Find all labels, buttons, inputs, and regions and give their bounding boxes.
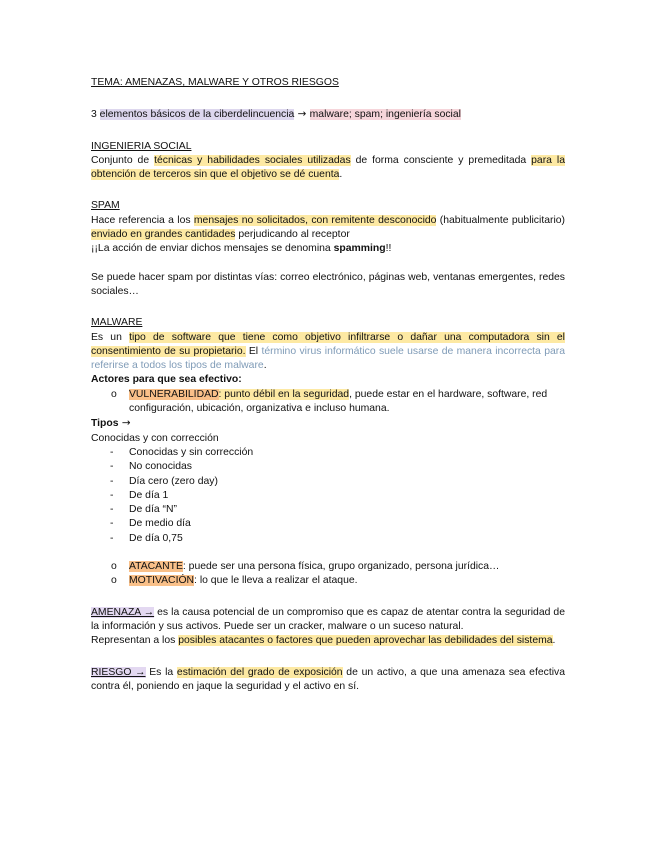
dash-marker: - [110, 532, 114, 544]
amenaza-paragraph [91, 606, 565, 635]
list-item [91, 475, 565, 489]
heading-ingenieria: INGENIERIA SOCIAL [91, 140, 192, 152]
ingenieria-text-2: de forma consciente y premeditada [350, 154, 532, 166]
amenaza-highlight: posibles atacantes o factores que pueden aprovechar las debilidades del sistema [178, 635, 553, 647]
bullet-marker: o [111, 561, 117, 573]
spam-text-3: perjudicando al receptor [235, 229, 350, 241]
list-item-vulnerabilidad [91, 388, 565, 417]
atacante-text: : puede ser una persona física, grupo organizado, persona jurídica… [182, 561, 500, 573]
ingenieria-highlight-1: técnicas y habilidades sociales utilizadas [154, 154, 351, 166]
motivacion-text: : lo que le lleva a realizar el ataque. [194, 575, 358, 587]
riesgo-label: RIESGO → [91, 666, 146, 678]
intro-lead: 3 [91, 109, 100, 121]
tipos-heading [91, 416, 565, 431]
heading-spam: SPAM [91, 200, 120, 212]
tipo-label: De medio día [129, 518, 191, 530]
spam-note-end: !! [385, 243, 392, 255]
dash-marker: - [110, 518, 114, 530]
spam-paragraph [91, 214, 565, 243]
list-item [91, 446, 565, 460]
list-item-motivacion [91, 574, 565, 588]
tipo-label: No conocidas [129, 461, 192, 473]
dash-marker: - [110, 475, 114, 487]
tipos-list [91, 446, 565, 546]
dash-marker: - [110, 489, 114, 501]
riesgo-text-2: de un activo, a que una amenaza sea efectiva contra él, poniendo en jaque la seguridad y el activo en sí. [91, 666, 565, 692]
amenaza-paragraph-2 [91, 634, 565, 648]
dash-marker: - [110, 504, 114, 516]
motivacion-label: MOTIVACIÓN [129, 575, 195, 587]
tipo-label: De día “N” [129, 504, 177, 516]
ingenieria-highlight-2: para la obtención de terceros sin que el objetivo se dé cuenta [91, 154, 565, 181]
spam-highlight-1: mensajes no solicitados, con remitente desconocido [193, 214, 437, 226]
tipo-label: De día 0,75 [129, 532, 183, 544]
vulnerabilidad-text: , puede estar en el hardware, software, red configuración, ubicación, organizativa e incluso humana. [129, 388, 548, 415]
bullet-marker: o [111, 388, 117, 400]
tipos-arrow: → [118, 417, 131, 430]
malware-paragraph [91, 331, 565, 374]
amenaza-text-3: . [552, 635, 556, 647]
page-title: TEMA: AMENAZAS, MALWARE Y OTROS RIESGOS [91, 77, 339, 88]
actores-heading: Actores para que sea efectivo: [91, 374, 242, 386]
spam-paragraph-2: Se puede hacer spam por distintas vías: correo electrónico, páginas web, ventanas emergentes, redes sociales… [91, 271, 565, 297]
spam-note-bold: spamming [333, 243, 386, 255]
riesgo-highlight: estimación del grado de exposición [176, 666, 343, 678]
heading-malware: MALWARE [91, 317, 143, 329]
ingenieria-text-1: Conjunto de [91, 154, 155, 166]
ingenieria-text-3: . [339, 169, 343, 181]
tipos-label: Tipos [91, 418, 119, 430]
riesgo-paragraph [91, 666, 565, 695]
amenaza-text: es la causa potencial de un compromiso que es capaz de atentar contra la seguridad de la información y sus activos. Puede ser un cracker, malware o un suceso natural. [91, 606, 565, 632]
spam-note [91, 242, 565, 256]
list-item [91, 460, 565, 474]
spam-highlight-2: enviado en grandes cantidades [91, 229, 236, 241]
malware-text-1: Es un [91, 331, 130, 343]
spam-note-text: ¡¡La acción de enviar dichos mensajes se denomina [91, 243, 334, 255]
intro-line [91, 107, 565, 122]
amenaza-label: AMENAZA → [91, 606, 155, 618]
list-item [91, 517, 565, 531]
list-item-atacante [91, 560, 565, 574]
list-item [91, 503, 565, 517]
conocidas-line: Conocidas y con corrección [91, 432, 219, 444]
intro-highlight: elementos básicos de la ciberdelincuencia [99, 109, 295, 121]
amenaza-text-2: Representan a los [91, 635, 179, 647]
tipo-label: Conocidas y sin corrección [129, 446, 254, 458]
tipo-label: Día cero (zero day) [129, 475, 218, 487]
intro-list: malware; spam; ingeniería social [309, 109, 461, 121]
bullet-marker: o [111, 575, 117, 587]
vulnerabilidad-highlight: : punto débil en la seguridad [218, 388, 350, 400]
malware-note-blue: término virus informático suele usarse de manera incorrecta para referirse a todos los tipos de malware [91, 345, 565, 372]
list-item [91, 532, 565, 546]
ingenieria-paragraph [91, 154, 565, 183]
spam-text-1: Hace referencia a los [91, 214, 194, 226]
spam-text-2: (habitualmente publicitario) [436, 214, 565, 226]
tipo-label: De día 1 [129, 489, 169, 501]
list-item [91, 489, 565, 503]
atacante-label: ATACANTE [129, 561, 183, 573]
document-page [91, 76, 565, 694]
vulnerabilidad-label: VULNERABILIDAD [129, 388, 219, 400]
dash-marker: - [110, 446, 114, 458]
dash-marker: - [110, 461, 114, 473]
riesgo-text-1: Es la [145, 666, 177, 678]
intro-arrow: → [294, 108, 310, 121]
malware-highlight: tipo de software que tiene como objetivo infiltrarse o dañar una computadora sin el consentimiento de su propietario. [91, 331, 565, 357]
malware-text-2: El [245, 345, 262, 357]
malware-text-3: . [263, 360, 267, 372]
